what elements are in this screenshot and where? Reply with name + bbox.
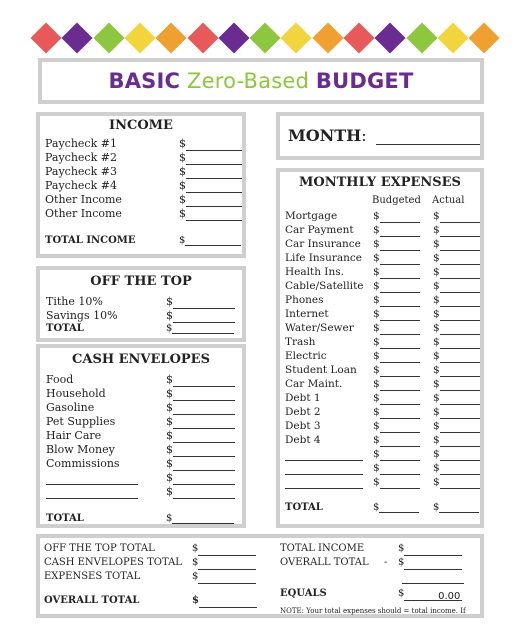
page-title <box>108 69 413 93</box>
income-item-field[interactable]: $ <box>179 179 242 193</box>
cash-envelope-item-row <box>46 429 242 443</box>
off-the-top-item-field[interactable]: $ <box>166 295 235 309</box>
expense-item-actual-field[interactable]: $ <box>433 391 480 405</box>
expense-item-actual-field[interactable]: $ <box>433 265 480 279</box>
cash-envelope-item-row <box>46 373 242 387</box>
off-the-top-item-field[interactable]: $ <box>166 309 235 323</box>
expense-item-budgeted-field[interactable]: $ <box>373 209 420 223</box>
expense-item-budgeted-field[interactable]: $ <box>373 349 420 363</box>
summary-off-top-field[interactable]: $ <box>192 542 256 556</box>
monthly-expenses-section <box>276 168 484 528</box>
income-total-label: TOTAL INCOME <box>45 235 136 246</box>
expense-item-actual-field[interactable]: $ <box>433 307 480 321</box>
summary-equals-label: EQUALS <box>280 588 327 599</box>
expense-item-budgeted-field[interactable]: $ <box>373 433 420 447</box>
summary-note: NOTE: Your total expenses should = total income. If <box>280 607 466 615</box>
summary-expenses-field[interactable]: $ <box>192 570 256 584</box>
expense-item-actual-field[interactable]: $ <box>433 335 480 349</box>
expense-item-actual-field[interactable]: $ <box>433 405 480 419</box>
cash-envelope-item-field[interactable]: $ <box>166 373 235 387</box>
income-item-row <box>45 193 241 207</box>
title-banner <box>38 58 484 104</box>
summary-overall-minus-label: OVERALL TOTAL <box>280 557 369 568</box>
income-item-field[interactable]: $ <box>179 165 242 179</box>
cash-envelope-item-label: Food <box>46 373 74 386</box>
income-item-label: Other Income <box>45 207 122 220</box>
off-the-top-item-label: Tithe 10% <box>46 295 103 308</box>
expense-item-label: Phones <box>285 294 324 306</box>
cash-envelopes-title: CASH ENVELOPES <box>72 352 210 367</box>
decorative-diamond <box>312 22 343 53</box>
income-item-field[interactable]: $ <box>179 207 242 221</box>
expense-item-label: Trash <box>285 336 316 348</box>
expense-blank-actual-field[interactable]: $ <box>433 475 480 489</box>
summary-overall-minus-field[interactable]: $ <box>398 556 462 570</box>
expense-item-label: Internet <box>285 308 329 320</box>
expense-item-label: Life Insurance <box>285 252 362 264</box>
expense-item-budgeted-field[interactable]: $ <box>373 321 420 335</box>
summary-cash-row <box>44 556 274 570</box>
income-item-row <box>45 179 241 193</box>
expense-item-actual-field[interactable]: $ <box>433 251 480 265</box>
off-the-top-total-label: TOTAL <box>46 323 84 334</box>
decorative-diamond <box>406 22 437 53</box>
summary-total-income-row <box>280 542 480 556</box>
income-item-row <box>45 165 241 179</box>
expense-blank-budgeted-field[interactable]: $ <box>373 461 420 475</box>
expense-item-budgeted-field[interactable]: $ <box>373 405 420 419</box>
expense-blank-row <box>285 461 481 475</box>
expense-item-row <box>285 209 481 223</box>
cash-envelope-item-label: Gasoline <box>46 401 95 414</box>
decorative-diamond <box>437 22 468 53</box>
cash-envelopes-total-label: TOTAL <box>46 513 84 524</box>
expenses-total-budgeted-field[interactable]: $ <box>373 502 419 513</box>
expense-item-actual-field[interactable]: $ <box>433 237 480 251</box>
expense-item-row <box>285 391 481 405</box>
expense-item-actual-field[interactable]: $ <box>433 293 480 307</box>
income-item-label: Paycheck #3 <box>45 165 117 178</box>
expense-item-actual-field[interactable]: $ <box>433 223 480 237</box>
title-word-budget: BUDGET <box>315 69 414 93</box>
expense-item-actual-field[interactable]: $ <box>433 321 480 335</box>
expense-blank-label[interactable] <box>285 461 363 475</box>
summary-cash-label: CASH ENVELOPES TOTAL <box>44 557 182 568</box>
decorative-diamond <box>343 22 374 53</box>
expense-item-budgeted-field[interactable]: $ <box>373 223 420 237</box>
summary-overall-row <box>44 594 274 608</box>
expense-item-budgeted-field[interactable]: $ <box>373 279 420 293</box>
decorative-diamond <box>30 22 61 53</box>
off-the-top-total-row <box>46 323 242 337</box>
expense-item-label: Cable/Satellite <box>285 280 364 292</box>
expense-item-row <box>285 223 481 237</box>
cash-envelope-item-row <box>46 443 242 457</box>
cash-envelope-item-label: Blow Money <box>46 443 115 456</box>
expense-item-budgeted-field[interactable]: $ <box>373 237 420 251</box>
decorative-diamond <box>93 22 124 53</box>
expense-blank-budgeted-field[interactable]: $ <box>373 447 420 461</box>
cash-envelopes-total-field[interactable]: $ <box>166 513 234 524</box>
expense-item-label: Car Payment <box>285 224 354 236</box>
summary-section <box>36 534 484 618</box>
expense-item-label: Student Loan <box>285 364 357 376</box>
summary-off-top-label: OFF THE TOP TOTAL <box>44 543 155 554</box>
expense-item-label: Car Maint. <box>285 378 343 390</box>
income-section <box>36 112 246 258</box>
summary-result-line <box>402 570 464 584</box>
cash-envelope-item-row <box>46 415 242 429</box>
title-word-basic: BASIC <box>108 69 181 93</box>
income-item-field[interactable]: $ <box>179 137 242 151</box>
expense-item-label: Water/Sewer <box>285 322 354 334</box>
expense-item-actual-field[interactable]: $ <box>433 419 480 433</box>
expense-item-actual-field[interactable]: $ <box>433 377 480 391</box>
summary-right <box>280 542 480 618</box>
cash-envelope-item-label: Pet Supplies <box>46 415 116 428</box>
minus-sign: - <box>384 557 388 568</box>
income-item-row <box>45 137 241 151</box>
cash-envelopes-section <box>36 344 246 528</box>
expense-item-label: Debt 3 <box>285 420 321 432</box>
monthly-expenses-total-row <box>285 502 481 516</box>
expense-item-label: Debt 1 <box>285 392 321 404</box>
income-item-field[interactable]: $ <box>179 151 242 165</box>
cash-envelope-item-field[interactable]: $ <box>166 457 235 471</box>
cash-envelope-blank-row <box>46 485 242 499</box>
expense-item-budgeted-field[interactable]: $ <box>373 251 420 265</box>
expense-item-budgeted-field[interactable]: $ <box>373 363 420 377</box>
cash-envelope-item-field[interactable]: $ <box>166 401 235 415</box>
expense-item-row <box>285 363 481 377</box>
expense-item-budgeted-field[interactable]: $ <box>373 377 420 391</box>
summary-overall-minus-row <box>280 556 480 570</box>
income-item-label: Paycheck #2 <box>45 151 117 164</box>
income-total-field[interactable]: $ <box>179 235 241 246</box>
expense-item-label: Debt 2 <box>285 406 321 418</box>
income-item-label: Paycheck #4 <box>45 179 117 192</box>
expense-item-row <box>285 335 481 349</box>
expense-item-row <box>285 237 481 251</box>
income-total-row <box>45 235 241 249</box>
expense-item-actual-field[interactable]: $ <box>433 363 480 377</box>
off-the-top-item-label: Savings 10% <box>46 309 118 322</box>
off-the-top-title: OFF THE TOP <box>90 274 192 289</box>
cash-envelope-blank-row <box>46 471 242 485</box>
monthly-expenses-rows <box>285 209 481 489</box>
summary-left <box>44 542 274 608</box>
column-header-budgeted: Budgeted <box>372 195 421 206</box>
expense-item-actual-field[interactable]: $ <box>433 349 480 363</box>
summary-cash-field[interactable]: $ <box>192 556 256 570</box>
title-word-zero-based: Zero-Based <box>186 69 309 93</box>
income-item-field[interactable]: $ <box>179 193 242 207</box>
expense-blank-row <box>285 475 481 489</box>
month-label: MONTH <box>288 126 362 145</box>
expense-item-budgeted-field[interactable]: $ <box>373 419 420 433</box>
cash-envelope-blank-field[interactable]: $ <box>166 485 235 499</box>
cash-envelope-blank-label[interactable] <box>46 471 138 485</box>
decorative-diamond <box>375 22 406 53</box>
off-the-top-total-field[interactable]: $ <box>166 323 234 334</box>
cash-envelope-item-field[interactable]: $ <box>166 387 235 401</box>
expense-item-label: Car Insurance <box>285 238 361 250</box>
expense-item-row <box>285 419 481 433</box>
expense-item-budgeted-field[interactable]: $ <box>373 307 420 321</box>
expense-item-actual-field[interactable]: $ <box>433 209 480 223</box>
monthly-expenses-total-label: TOTAL <box>285 502 323 513</box>
equals-value: 0.00 <box>404 590 462 601</box>
column-header-actual: Actual <box>432 195 465 206</box>
summary-equals-row <box>280 587 480 601</box>
decorative-diamond <box>62 22 93 53</box>
summary-result-line-row <box>280 570 480 584</box>
summary-total-income-label: TOTAL INCOME <box>280 543 365 554</box>
month-field[interactable]: MONTH: <box>288 126 480 145</box>
summary-equals-field[interactable]: $ 0.00 <box>398 588 461 602</box>
cash-envelope-item-field[interactable]: $ <box>166 415 235 429</box>
expense-item-row <box>285 321 481 335</box>
cash-envelopes-total-row <box>46 513 242 527</box>
expense-item-row <box>285 349 481 363</box>
expense-item-row <box>285 251 481 265</box>
expenses-total-actual-field[interactable]: $ <box>433 502 479 513</box>
off-the-top-rows <box>46 295 242 323</box>
expense-blank-label[interactable] <box>285 447 363 461</box>
expense-item-budgeted-field[interactable]: $ <box>373 293 420 307</box>
cash-envelope-item-label: Hair Care <box>46 429 102 442</box>
monthly-expenses-title: MONTHLY EXPENSES <box>299 175 461 190</box>
expense-item-row <box>285 405 481 419</box>
expense-item-budgeted-field[interactable]: $ <box>373 265 420 279</box>
cash-envelope-blank-field[interactable]: $ <box>166 471 235 485</box>
cash-envelope-blank-label[interactable] <box>46 485 138 499</box>
decorative-diamond <box>187 22 218 53</box>
expense-item-label: Health Ins. <box>285 266 344 278</box>
month-section <box>276 112 484 160</box>
expense-item-label: Debt 4 <box>285 434 321 446</box>
summary-total-income-field[interactable]: $ <box>398 542 462 556</box>
decorative-diamond <box>281 22 312 53</box>
cash-envelope-item-field[interactable]: $ <box>166 429 235 443</box>
expense-blank-budgeted-field[interactable]: $ <box>373 475 420 489</box>
off-the-top-item-row <box>46 295 242 309</box>
summary-overall-field[interactable]: $ <box>192 594 257 608</box>
income-item-label: Other Income <box>45 193 122 206</box>
decorative-diamond <box>124 22 155 53</box>
summary-expenses-label: EXPENSES TOTAL <box>44 571 141 582</box>
income-title: INCOME <box>109 118 173 133</box>
expense-item-row <box>285 433 481 447</box>
summary-off-top-row <box>44 542 274 556</box>
off-the-top-item-row <box>46 309 242 323</box>
expense-blank-row <box>285 447 481 461</box>
expense-item-budgeted-field[interactable]: $ <box>373 391 420 405</box>
income-item-row <box>45 151 241 165</box>
expense-blank-label[interactable] <box>285 475 363 489</box>
expense-item-actual-field[interactable]: $ <box>433 433 480 447</box>
decorative-diamond-row <box>30 22 500 56</box>
summary-expenses-row <box>44 570 274 584</box>
cash-envelopes-rows <box>46 373 242 499</box>
decorative-diamond <box>469 22 500 53</box>
expense-item-label: Mortgage <box>285 210 338 222</box>
expense-item-row <box>285 307 481 321</box>
decorative-diamond <box>156 22 187 53</box>
cash-envelope-item-row <box>46 387 242 401</box>
off-the-top-section <box>36 266 246 342</box>
expense-item-label: Electric <box>285 350 327 362</box>
decorative-diamond <box>250 22 281 53</box>
cash-envelope-item-label: Household <box>46 387 106 400</box>
expense-item-actual-field[interactable]: $ <box>433 279 480 293</box>
expense-item-budgeted-field[interactable]: $ <box>373 335 420 349</box>
expense-item-row <box>285 377 481 391</box>
cash-envelope-item-row <box>46 401 242 415</box>
expense-blank-actual-field[interactable]: $ <box>433 447 480 461</box>
cash-envelope-item-label: Commissions <box>46 457 120 470</box>
income-item-row <box>45 207 241 221</box>
income-item-label: Paycheck #1 <box>45 137 117 150</box>
expense-item-row <box>285 265 481 279</box>
decorative-diamond <box>218 22 249 53</box>
cash-envelope-item-row <box>46 457 242 471</box>
expense-item-row <box>285 293 481 307</box>
summary-overall-label: OVERALL TOTAL <box>44 595 140 606</box>
cash-envelope-item-field[interactable]: $ <box>166 443 235 457</box>
expense-blank-actual-field[interactable]: $ <box>433 461 480 475</box>
income-rows <box>45 137 241 221</box>
expense-item-row <box>285 279 481 293</box>
